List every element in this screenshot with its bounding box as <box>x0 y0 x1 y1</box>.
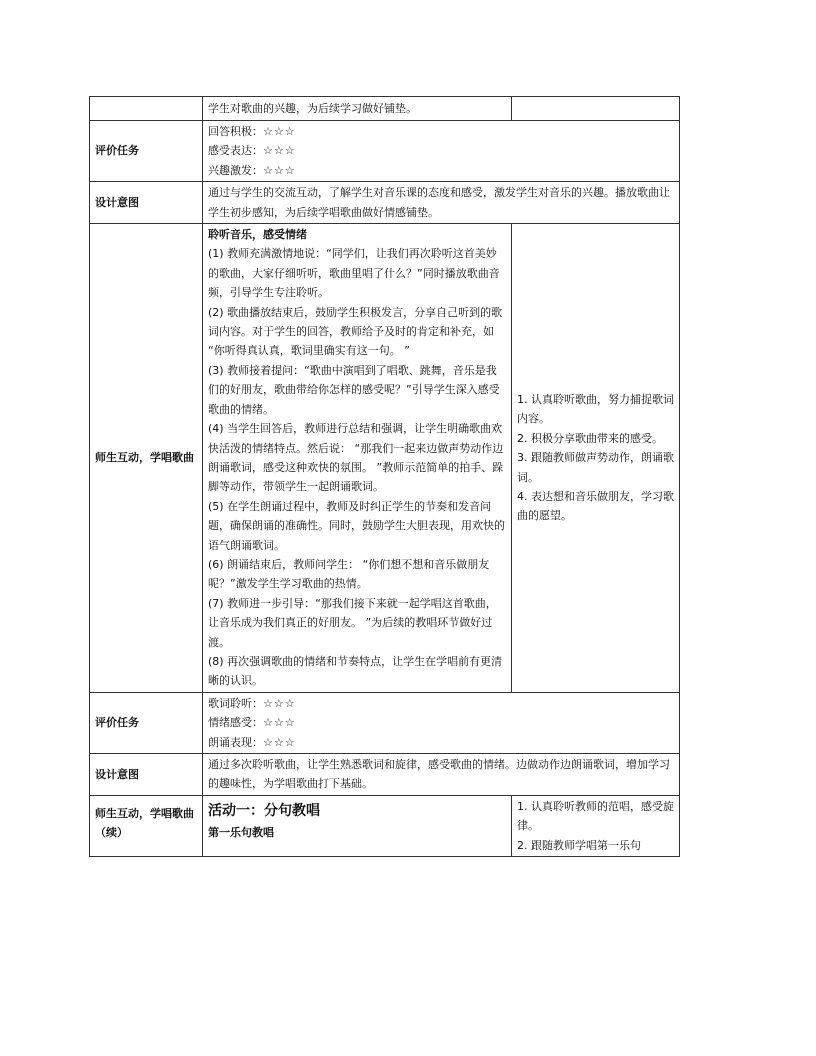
table-row <box>90 224 680 693</box>
star-rating: ☆☆☆ <box>263 696 296 710</box>
table-row <box>90 795 680 856</box>
evaluation-item: 歌词聆听：☆☆☆ <box>208 696 296 710</box>
evaluation-cell <box>203 121 680 182</box>
student-activity-item: 3. 跟随教师做声势动作，朗诵歌词。 <box>517 451 674 484</box>
empty-cell <box>90 97 203 121</box>
evaluation-item: 感受表达：☆☆☆ <box>208 144 296 158</box>
table-row <box>90 692 680 753</box>
student-activity-cell <box>512 224 680 693</box>
activity-title: 活动一：分句教唱 <box>208 802 320 819</box>
design-intent-text: 通过多次聆听歌曲，让学生熟悉歌词和旋律，感受歌曲的情绪。边做动作边朗诵歌词，增加学习的趣味性，为学唱歌曲打下基础。 <box>203 754 680 796</box>
activity-paragraph: (7) 教师进一步引导：“那我们接下来就一起学唱这首歌曲，让音乐成为我们真正的好朋友。 ”为后续的教唱环节做好过渡。 <box>208 596 497 649</box>
student-activity-item: 2. 积极分享歌曲带来的感受。 <box>517 431 663 445</box>
student-activity-cell <box>512 795 680 856</box>
teacher-activity-cell <box>203 795 512 856</box>
star-rating: ☆☆☆ <box>263 163 296 177</box>
teacher-activity-cell <box>203 224 512 693</box>
student-activity-item: 2. 跟随教师学唱第一乐句 <box>517 838 641 852</box>
activity-paragraph: (5) 在学生朗诵过程中，教师及时纠正学生的节奏和发音问题，确保朗诵的准确性。同时，鼓励学生大胆表现，用欢快的语气朗诵歌词。 <box>208 499 505 552</box>
evaluation-item: 情绪感受：☆☆☆ <box>208 716 296 730</box>
lesson-plan-table <box>89 96 680 857</box>
table-row <box>90 121 680 182</box>
activity-paragraph: (4) 当学生回答后，教师进行总结和强调，让学生明确歌曲欢快活泼的情绪特点。然后说： “那我们一起来边做声势动作边朗诵歌词，感受这种欢快的氛围。 ”教师示范简单的拍手、跺脚等动作，带领学生一起朗诵歌词。 <box>208 422 504 494</box>
star-rating: ☆☆☆ <box>263 716 296 730</box>
evaluation-item: 朗诵表现：☆☆☆ <box>208 735 296 749</box>
evaluation-item: 回答积极：☆☆☆ <box>208 125 296 138</box>
activity-paragraph: (8) 再次强调歌曲的情绪和节奏特点，让学生在学唱前有更清晰的认识。 <box>208 654 503 688</box>
activity-paragraph: (1) 教师充满激情地说：“同学们，让我们再次聆听这首美妙的歌曲，大家仔细听听，歌曲里唱了什么？”同时播放歌曲音频，引导学生专注聆听。 <box>208 247 500 300</box>
activity-paragraph: (3) 教师接着提问：“歌曲中演唱到了唱歌、跳舞，音乐是我们的好朋友，歌曲带给你怎样的感受呢？”引导学生深入感受歌曲的情绪。 <box>208 363 500 416</box>
table-row <box>90 97 680 121</box>
table-row <box>90 754 680 796</box>
student-activity-item: 1. 认真聆听教师的范唱，感受旋律。 <box>517 799 674 833</box>
evaluation-item: 兴趣激发：☆☆☆ <box>208 163 296 177</box>
row-label: 设计意图 <box>90 754 203 796</box>
design-intent-text: 通过与学生的交流互动，了解学生对音乐课的态度和感受，激发学生对音乐的兴趣。播放歌曲让学生初步感知，为后续学唱歌曲做好情感铺垫。 <box>203 182 680 224</box>
activity-paragraph: (2) 歌曲播放结束后，鼓励学生积极发言，分享自己听到的歌词内容。对于学生的回答，教师给予及时的肯定和补充，如 “你听得真认真，歌词里确实有这一句。 ” <box>208 305 503 358</box>
evaluation-cell <box>203 692 680 753</box>
student-activity-item: 1. 认真聆听歌曲，努力捕捉歌词内容。 <box>517 392 674 426</box>
row-label: 师生互动，学唱歌曲 <box>90 224 203 693</box>
intro-continuation-text: 学生对歌曲的兴趣，为后续学习做好铺垫。 <box>208 101 417 115</box>
activity-paragraph: (6) 朗诵结束后，教师问学生： “你们想不想和音乐做朋友呢？”激发学生学习歌曲的热情。 <box>208 557 490 591</box>
row-label: 评价任务 <box>90 692 203 753</box>
intro-continuation-cell <box>203 97 512 121</box>
section-heading: 聆听音乐，感受情绪 <box>208 228 307 242</box>
table-row <box>90 182 680 224</box>
row-label: 评价任务 <box>90 121 203 182</box>
phrase-subheading: 第一乐句教唱 <box>208 825 274 839</box>
star-rating: ☆☆☆ <box>263 125 296 138</box>
student-activity-item: 4. 表达想和音乐做朋友，学习歌曲的愿望。 <box>517 490 674 523</box>
empty-cell <box>512 97 680 121</box>
row-label: 师生互动，学唱歌曲（续） <box>90 795 203 856</box>
star-rating: ☆☆☆ <box>263 144 296 158</box>
star-rating: ☆☆☆ <box>263 735 296 749</box>
row-label: 设计意图 <box>90 182 203 224</box>
